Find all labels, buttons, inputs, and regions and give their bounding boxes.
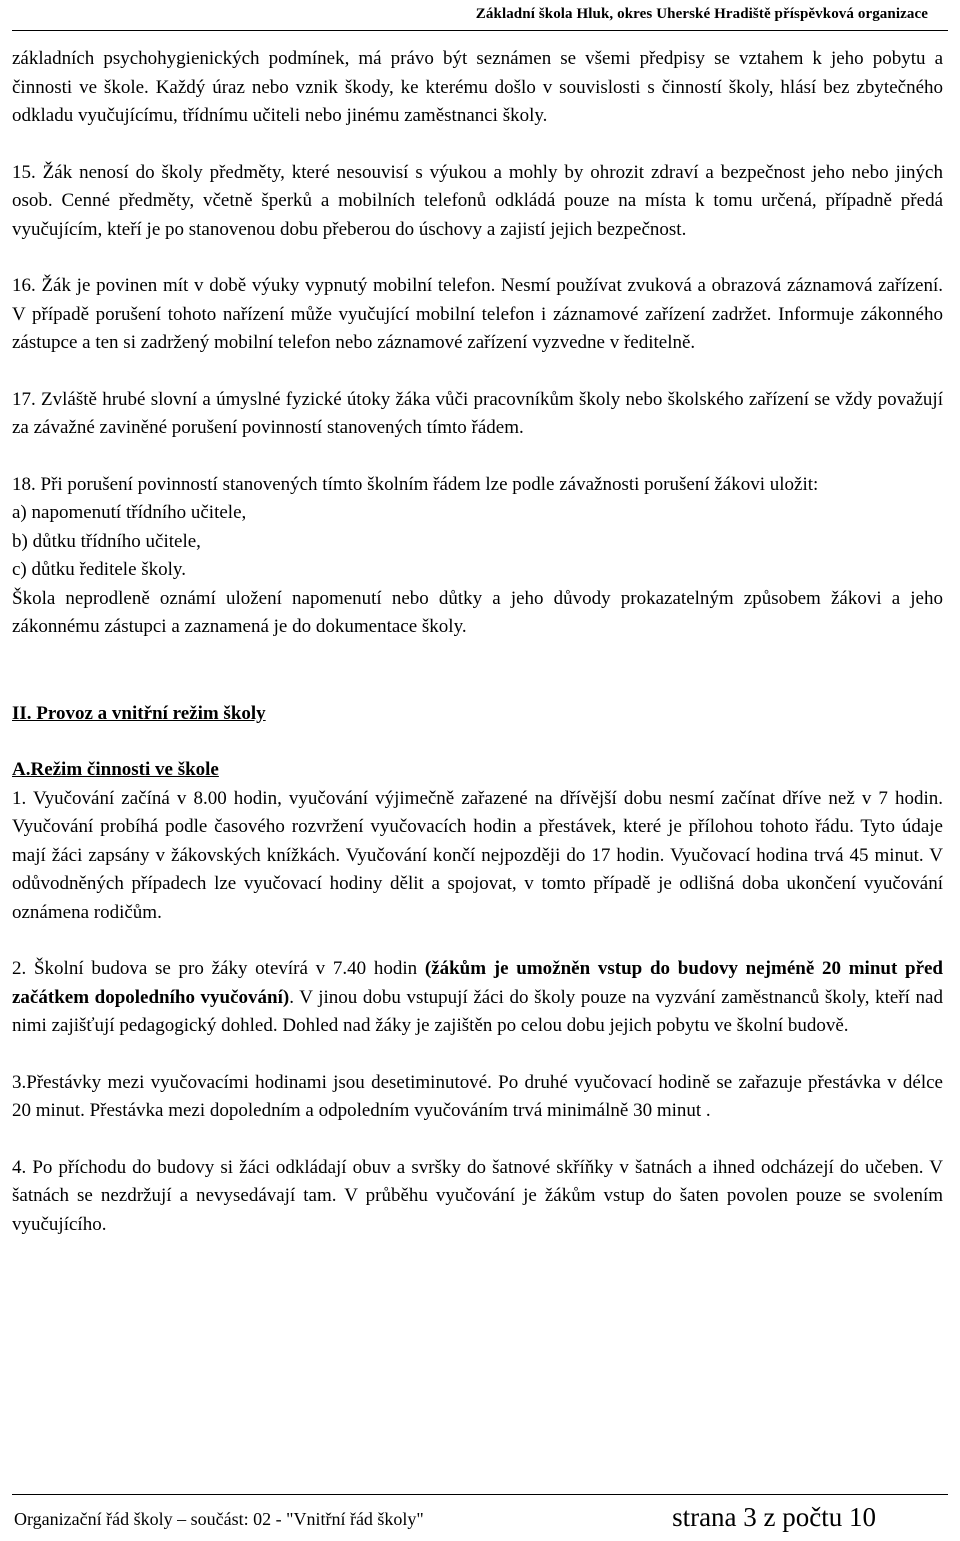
subsection-heading: A.Režim činnosti ve škole [12, 759, 219, 780]
rule-item-2 [12, 955, 943, 1041]
paragraph-18-intro: 18. Při porušení povinností stanovených tímto školním řádem lze podle závažnosti porušení žákovi uložit: [12, 473, 819, 495]
footer-page-number: strana 3 z počtu 10 [672, 1502, 876, 1532]
document-body [12, 45, 943, 1239]
page-footer [0, 1494, 960, 1541]
rule-item-3: 3.Přestávky mezi vyučovacími hodinami jsou desetiminutové. Po druhé vyučovací hodině se zařazuje přestávka v délce 20 minut. Přestávka mezi dopoledním a odpoledním vyučováním trvá minimálně 30 minut . [12, 1071, 943, 1121]
paragraph-16: 16. Žák je povinen mít v době výuky vypnutý mobilní telefon. Nesmí používat zvuková a obrazová záznamová zařízení. V případě porušení tohoto nařízení může vyučující mobilní telefon i záznamové zařízení zadržet. Informuje zákonného zástupce a ten si zadržený mobilní telefon nebo záznamové zařízení vyzvedne v ředitelně. [12, 275, 943, 353]
section-heading: II. Provoz a vnitřní režim školy [12, 702, 266, 724]
penalty-item-c: c) důtku ředitele školy. [12, 559, 186, 580]
penalty-item-b: b) důtku třídního učitele, [12, 530, 201, 552]
paragraph-17: 17. Zvláště hrubé slovní a úmyslné fyzické útoky žáka vůči pracovníkům školy nebo školského zařízení se vždy považují za závažné zaviněné porušení povinností stanovených tímto řádem. [12, 388, 943, 438]
paragraph-intro: základních psychohygienických podmínek, má právo být seznámen se všemi předpisy se vztahem k jeho pobytu a činnosti ve škole. Každý úraz nebo vznik škody, ke kterému došlo v souvislosti s činností školy, hlásí bez zbytečného odkladu vyučujícímu, třídnímu učiteli nebo jinému zaměstnanci školy. [12, 48, 943, 126]
paragraph-18 [12, 471, 943, 642]
rule-item-2-end: . V jinou dobu vstupují žáci do školy pouze na vyzvání zaměstnanců školy, kteří nad nimi zajišťují pedagogický dohled. Dohled nad žáky je zajištěn po celou dobu jejich pobytu ve školní budově. [12, 986, 943, 1036]
header-divider [12, 30, 948, 31]
rule-item-2-start: 2. Školní budova se pro žáky otevírá v 7.40 hodin [12, 958, 425, 979]
footer-divider [12, 1494, 948, 1495]
header-title: Základní škola Hluk, okres Uherské Hradiště příspěvková organizace [475, 6, 928, 22]
rule-item-4: 4. Po příchodu do budovy si žáci odkládají obuv a svršky do šatnové skříňky v šatnách a ihned odcházejí do učeben. V šatnách se nezdržují a nevysedávají tam. V průběhu vyučování je žákům vstup do šaten povolen pouze se svolením vyučujícího. [12, 1156, 943, 1235]
rule-item-1: 1. Vyučování začíná v 8.00 hodin, vyučování výjimečně zařazené na dřívější dobu nesmí začínat dříve než v 7 hodin. Vyučování probíhá podle časového rozvržení vyučovacích hodin a přestávek, které je přílohou tohoto řádu. Tyto údaje mají žáci zapsány v žákovských knížkách. Vyučování končí nejpozději do 17 hodin. Vyučovací hodina trvá 45 minut. V odůvodněných případech lze vyučovací hodiny dělit a spojovat, v tomto případě je odlišná doba ukončení vyučování oznámena rodičům. [12, 787, 943, 923]
paragraph-18-outro: Škola neprodleně oznámí uložení napomenutí nebo důtky a jeho důvody prokazatelným způsobem žákovi a jeho zákonnému zástupci a zaznamená je do dokumentace školy. [12, 587, 943, 637]
penalty-item-a: a) napomenutí třídního učitele, [12, 502, 247, 523]
rule-item-2-bold: (žákům je umožněn vstup do budovy nejméně 20 minut před začátkem dopoledního vyučování) [12, 958, 944, 1008]
paragraph-15: 15. Žák nenosí do školy předměty, které nesouvisí s výukou a mohly by ohrozit zdraví a bezpečnost jeho nebo jiných osob. Cenné předměty, včetně šperků a mobilních telefonů odkládá pouze na místa k tomu určená, případně předá vyučujícím, kteří je po stanovenou dobu přeberou do úschovy a zajistí jejich bezpečnost. [12, 161, 943, 240]
footer-document-label: Organizační řád školy – součást: 02 - "Vnitřní řád školy" [14, 1509, 424, 1529]
page-header [0, 0, 960, 30]
